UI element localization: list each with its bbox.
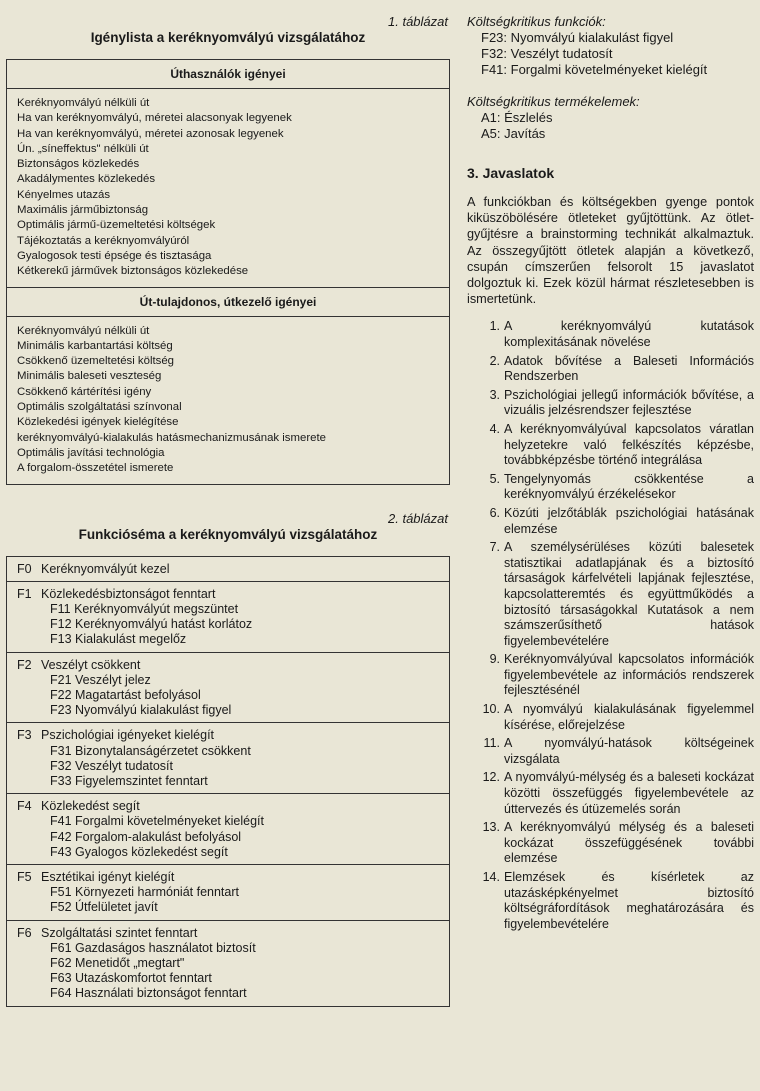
subfunction: F11 Keréknyomvályút megszüntet <box>50 601 239 616</box>
function-section <box>7 582 449 653</box>
proposal-item <box>467 702 754 733</box>
list-item: Minimális baleseti veszteség <box>17 370 162 383</box>
subfunction: F32 Veszélyt tudatosít <box>50 758 173 773</box>
subfunction: F33 Figyelemszintet fenntart <box>50 773 208 788</box>
function-code: F5 <box>17 869 32 884</box>
table1-title: Igénylista a keréknyomvályú vizsgálatához <box>90 30 366 45</box>
list-item: Biztonságos közlekedés <box>17 158 140 171</box>
function-label: Pszichológiai igényeket kielégít <box>41 728 215 743</box>
cost-functions-list <box>467 30 754 78</box>
list-item: Ún. „síneffektus" nélküli út <box>17 142 149 155</box>
cost-function-item: F32: Veszélyt tudatosít <box>481 46 613 61</box>
proposal-number: 10. <box>482 702 500 717</box>
function-label: Keréknyomvályút kezel <box>41 561 170 576</box>
proposal-number: 3. <box>489 387 500 402</box>
function-section <box>7 723 449 794</box>
table2-title: Funkcióséma a keréknyomvályú vizsgálatához <box>78 526 378 542</box>
list-item: Kétkerekű járművek biztonságos közlekedése <box>17 265 249 278</box>
list-item: Maximális járműbiztonság <box>17 204 149 217</box>
subfunction: F51 Környezeti harmóniát fenntart <box>50 885 239 900</box>
list-item: Optimális javítási technológia <box>17 446 165 459</box>
cost-function-item: F41: Forgalmi követelményeket kielégít <box>481 62 708 77</box>
proposal-text: A keréknyomvályú kutatások komplexitásának növelése <box>504 319 754 350</box>
section-title: 3. Javaslatok <box>467 165 555 181</box>
function-main-row <box>17 658 439 673</box>
function-code: F6 <box>17 925 32 940</box>
function-main-row <box>17 870 439 885</box>
proposal-text: A nyomvályú-mélység és a baleseti kockázat közötti összefüggés figyelembevétele az úttervezés és útüzemelés során <box>504 770 754 816</box>
function-main-row <box>17 562 439 577</box>
list-item: A forgalom-összetétel ismerete <box>17 462 174 475</box>
proposal-text: A keréknyomvályú mélység és a baleseti kockázat összefüggésének további elemzése <box>504 820 754 866</box>
proposal-number: 13. <box>482 820 500 835</box>
proposal-item <box>467 422 754 469</box>
table1 <box>6 59 450 485</box>
cost-functions-heading: Költségkritikus funkciók: <box>467 14 606 29</box>
proposal-item <box>467 820 754 867</box>
list-item: Ha van keréknyomvályú, méretei alacsonyak legyenek <box>17 112 292 125</box>
table1-group1-heading: Úthasználók igényei <box>7 60 449 89</box>
function-section <box>7 921 449 1006</box>
list-item: Kényelmes utazás <box>17 188 111 201</box>
list-item: Akadálymentes közlekedés <box>17 173 156 186</box>
proposal-text: A nyomvályú-hatások költségeinek vizsgálata <box>504 736 754 766</box>
proposal-number: 1. <box>489 319 500 334</box>
proposal-item <box>467 540 754 649</box>
list-item: Csökkenő üzemeltetési költség <box>17 355 175 368</box>
proposal-item <box>467 319 754 350</box>
cost-element-item: A5: Javítás <box>481 126 546 141</box>
list-item: Keréknyomvályú nélküli út <box>17 97 150 109</box>
function-section <box>7 557 449 582</box>
function-main-row <box>17 587 439 602</box>
subfunction: F61 Gazdaságos használatot biztosít <box>50 940 256 955</box>
function-label: Közlekedésbiztonságot fenntart <box>41 586 216 601</box>
proposal-number: 12. <box>482 770 500 785</box>
cost-elements-heading: Költségkritikus termékelemek: <box>467 94 640 109</box>
proposal-text: Elemzések és kísérletek az utazásképkényelmet biztosító költségráfordítások meghatározására és figyelembevételére <box>504 870 754 931</box>
function-code: F0 <box>17 561 32 576</box>
function-main-row <box>17 799 439 814</box>
proposal-number: 4. <box>489 421 500 436</box>
right-column <box>467 14 754 935</box>
table1-number: 1. táblázat <box>388 14 448 29</box>
function-code: F4 <box>17 799 32 814</box>
function-main-row <box>17 728 439 743</box>
proposal-text: A személysérüléses közúti balesetek statisztikai adatlapjának és a biztosító társaságok kárfelvételi lapjának fejlesztése, kapcsolatteremtés és együttműködés a biztosító társaságokkal Kutatások a nem számszerűsíthető hatások figyelembevételére <box>504 540 754 648</box>
proposal-number: 9. <box>489 652 500 667</box>
proposal-item <box>467 388 754 419</box>
left-column <box>6 14 450 1007</box>
proposal-number: 7. <box>489 540 500 555</box>
proposal-number: 2. <box>489 353 500 368</box>
function-label: Szolgáltatási szintet fenntart <box>41 925 198 940</box>
function-label: Veszélyt csökkent <box>41 657 141 672</box>
proposal-text: A nyomvályú kialakulásának figyelemmel kísérése, előrejelzése <box>504 702 754 732</box>
function-code: F1 <box>17 586 32 601</box>
proposal-item <box>467 770 754 817</box>
proposal-text: Közúti jelzőtáblák pszichológiai hatásának elemzése <box>504 505 754 536</box>
subfunction: F43 Gyalogos közlekedést segít <box>50 844 228 859</box>
table1-group1-list <box>7 89 449 287</box>
proposal-number: 11. <box>483 736 500 751</box>
subfunction: F13 Kialakulást megelőz <box>50 632 187 647</box>
subfunction: F41 Forgalmi követelményeket kielégít <box>50 814 264 829</box>
subfunction: F21 Veszélyt jelez <box>50 672 151 687</box>
function-section <box>7 794 449 865</box>
function-code: F2 <box>17 657 32 672</box>
proposal-item <box>467 736 754 767</box>
proposal-item <box>467 506 754 537</box>
function-main-row <box>17 926 439 941</box>
function-section <box>7 865 449 921</box>
list-item: Ha van keréknyomvályú, méretei azonosak legyenek <box>17 127 284 140</box>
subfunction: F12 Keréknyomvályú hatást korlátoz <box>50 617 253 632</box>
list-item: keréknyomvályú-kialakulás hatásmechanizmusának ismerete <box>17 431 326 444</box>
proposal-text: Keréknyomvályúval kapcsolatos információk figyelembevétele az információs rendszerek fejlesztésénél <box>504 652 754 698</box>
proposal-number: 5. <box>489 471 500 486</box>
list-item: Minimális karbantartási költség <box>17 339 173 352</box>
table1-group2-list <box>7 317 449 484</box>
intro-paragraph: A funkciókban és költségekben gyenge pontok kiküszöbölésére ötleteket gyűjtöttünk. Az ötlet-gyűjtésre a brainstorming technikát alkalmaztuk. Az összegyűjtött ötletek alapján a következő, csupán címszerűen felsorolt 15 javaslatot dolgoztuk ki. Ezek közül hármat részletesebben is ismertetünk. <box>467 195 754 307</box>
proposals-list <box>467 319 754 932</box>
proposal-text: Adatok bővítése a Baleseti Információs Rendszerben <box>504 353 754 384</box>
subfunction: F23 Nyomvályú kialakulást figyel <box>50 703 232 718</box>
proposal-item <box>467 472 754 503</box>
list-item: Csökkenő kártérítési igény <box>17 385 152 398</box>
subfunction: F22 Magatartást befolyásol <box>50 687 201 702</box>
proposal-item <box>467 354 754 385</box>
proposal-number: 14. <box>482 870 500 885</box>
list-item: Gyalogosok testi épsége és tisztasága <box>17 249 212 262</box>
list-item: Közlekedési igények kielégítése <box>17 416 179 429</box>
proposal-text: A keréknyomvályúval kapcsolatos váratlan helyzetekre való felkészítés képzésbe, továbbképzésbe történő integrálása <box>504 421 754 468</box>
list-item: Keréknyomvályú nélküli út <box>17 324 150 337</box>
cost-element-item: A1: Észlelés <box>481 110 553 125</box>
subfunction: F62 Menetidőt „megtart" <box>50 956 185 970</box>
function-label: Esztétikai igényt kielégít <box>41 869 175 884</box>
function-label: Közlekedést segít <box>41 799 140 814</box>
subfunction: F31 Bizonytalanságérzetet csökkent <box>50 743 251 758</box>
function-code: F3 <box>17 728 32 743</box>
subfunction: F52 Útfelületet javít <box>50 900 158 915</box>
table2-number: 2. táblázat <box>388 510 448 526</box>
subfunction: F42 Forgalom-alakulást befolyásol <box>50 829 242 844</box>
cost-function-item: F23: Nyomvályú kialakulást figyel <box>481 30 674 45</box>
list-item: Optimális jármű-üzemeltetési költségek <box>17 219 216 232</box>
proposal-item <box>467 870 754 932</box>
table1-group2-heading: Út-tulajdonos, útkezelő igényei <box>7 287 449 317</box>
subfunction: F63 Utazáskomfortot fenntart <box>50 971 212 986</box>
proposal-text: Tengelynyomás csökkentése a keréknyomvályú érzékelésekor <box>504 471 754 502</box>
table2 <box>6 556 450 1007</box>
subfunction: F64 Használati biztonságot fenntart <box>50 986 247 1001</box>
list-item: Tájékoztatás a keréknyomvályúról <box>17 234 190 247</box>
proposal-text: Pszichológiai jellegű információk bővítése, a vizuális jelzésrendszer fejlesztése <box>504 387 754 418</box>
proposal-number: 6. <box>489 505 500 520</box>
proposal-item <box>467 652 754 699</box>
list-item: Optimális szolgáltatási színvonal <box>17 401 182 414</box>
function-section <box>7 653 449 724</box>
cost-elements-list <box>467 110 754 142</box>
